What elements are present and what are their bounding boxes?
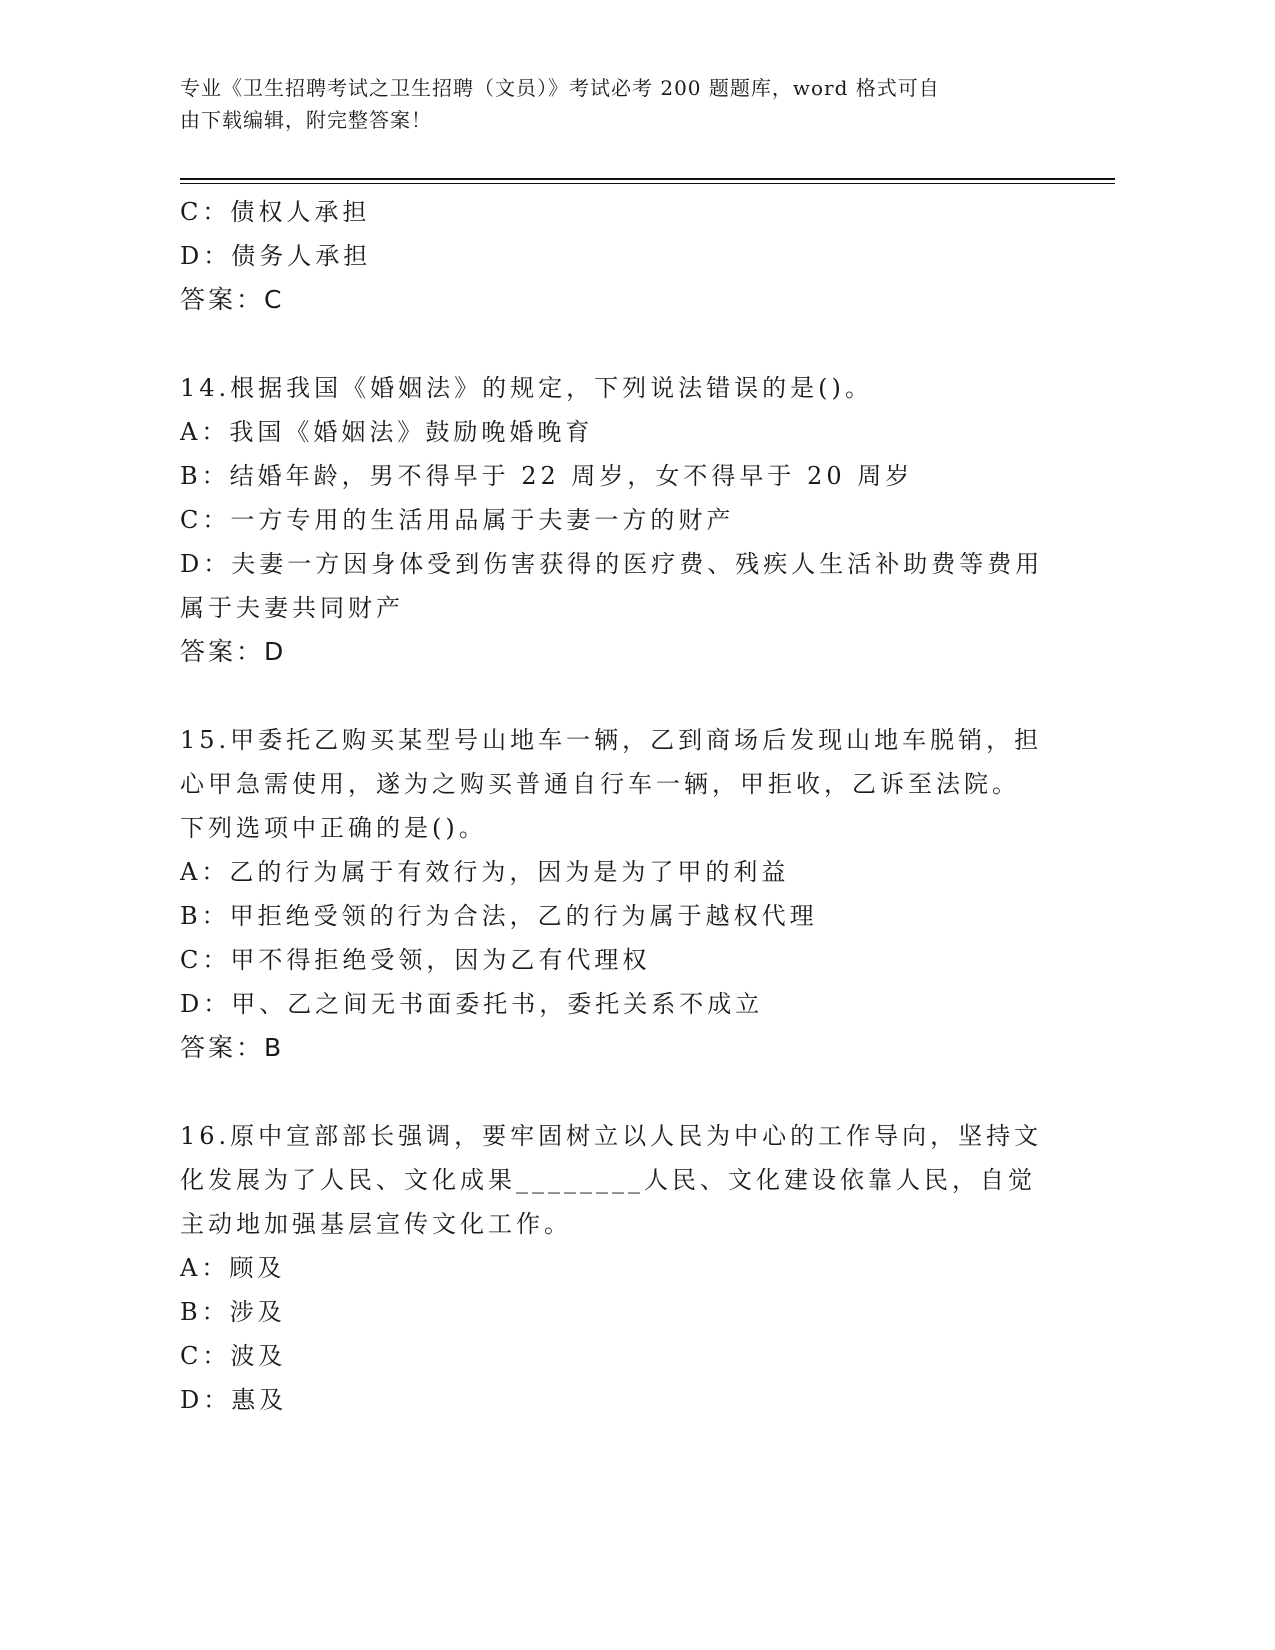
q13-answer-label: 答案： xyxy=(180,285,265,314)
q13-option-c: C：债权人承担 xyxy=(180,198,371,226)
header-line-2: 由下载编辑，附完整答案！ xyxy=(180,108,432,132)
q15-option-b: B：甲拒绝受领的行为合法，乙的行为属于越权代理 xyxy=(180,902,818,930)
q15-answer xyxy=(180,1026,1040,1070)
spacer xyxy=(180,674,1040,718)
header-line-1: 专业《卫生招聘考试之卫生招聘（文员）》考试必考 200 题题库，word 格式可自 xyxy=(180,76,940,100)
q16-stem-line-1: 16.原中宣部部长强调，要牢固树立以人民为中心的工作导向，坚持文 xyxy=(180,1122,1043,1150)
q14-answer xyxy=(180,630,1040,674)
q13-answer-value: C xyxy=(264,285,283,314)
header-rule-thick xyxy=(180,178,1115,180)
q14-option-d-line-2: 属于夫妻共同财产 xyxy=(180,594,404,622)
question-15 xyxy=(180,718,1043,1070)
q16-option-c: C：波及 xyxy=(180,1342,287,1370)
question-16 xyxy=(180,1114,1043,1422)
q15-stem-line-1: 15.甲委托乙购买某型号山地车一辆，乙到商场后发现山地车脱销，担 xyxy=(180,726,1043,754)
q15-answer-value: B xyxy=(264,1033,283,1062)
q15-option-d: D：甲、乙之间无书面委托书，委托关系不成立 xyxy=(180,990,764,1018)
q13-option-d: D：债务人承担 xyxy=(180,242,372,270)
q16-stem-line-3: 主动地加强基层宣传文化工作。 xyxy=(180,1210,572,1238)
q16-option-b: B：涉及 xyxy=(180,1298,286,1326)
q13-answer xyxy=(180,278,1040,322)
q15-option-c: C：甲不得拒绝受领，因为乙有代理权 xyxy=(180,946,651,974)
q16-stem-line-2: 化发展为了人民、文化成果________人民、文化建设依靠人民，自觉 xyxy=(180,1166,1036,1194)
q14-answer-value: D xyxy=(264,637,285,666)
question-content xyxy=(180,190,1044,1422)
q14-option-d-line-1: D：夫妻一方因身体受到伤害获得的医疗费、残疾人生活补助费等费用 xyxy=(180,550,1044,578)
question-14 xyxy=(180,366,1044,674)
q14-option-b: B：结婚年龄，男不得早于 22 周岁，女不得早于 20 周岁 xyxy=(180,462,914,490)
q15-answer-label: 答案： xyxy=(180,1033,265,1062)
spacer xyxy=(180,1070,1040,1114)
question-13-tail xyxy=(180,190,1040,322)
q15-stem-line-3: 下列选项中正确的是()。 xyxy=(180,814,487,842)
spacer xyxy=(180,322,1040,366)
q14-answer-label: 答案： xyxy=(180,637,265,666)
document-header xyxy=(180,72,1030,136)
header-rule-thin xyxy=(180,183,1115,184)
q15-stem-line-2: 心甲急需使用，遂为之购买普通自行车一辆，甲拒收，乙诉至法院。 xyxy=(180,770,1020,798)
q14-option-c: C：一方专用的生活用品属于夫妻一方的财产 xyxy=(180,506,735,534)
q14-stem: 14.根据我国《婚姻法》的规定，下列说法错误的是()。 xyxy=(180,374,873,402)
q15-option-a: A：乙的行为属于有效行为，因为是为了甲的利益 xyxy=(180,858,790,886)
q16-option-a: A：顾及 xyxy=(180,1254,286,1282)
q16-option-d: D：惠及 xyxy=(180,1386,288,1414)
q14-option-a: A：我国《婚姻法》鼓励晚婚晚育 xyxy=(180,418,594,446)
